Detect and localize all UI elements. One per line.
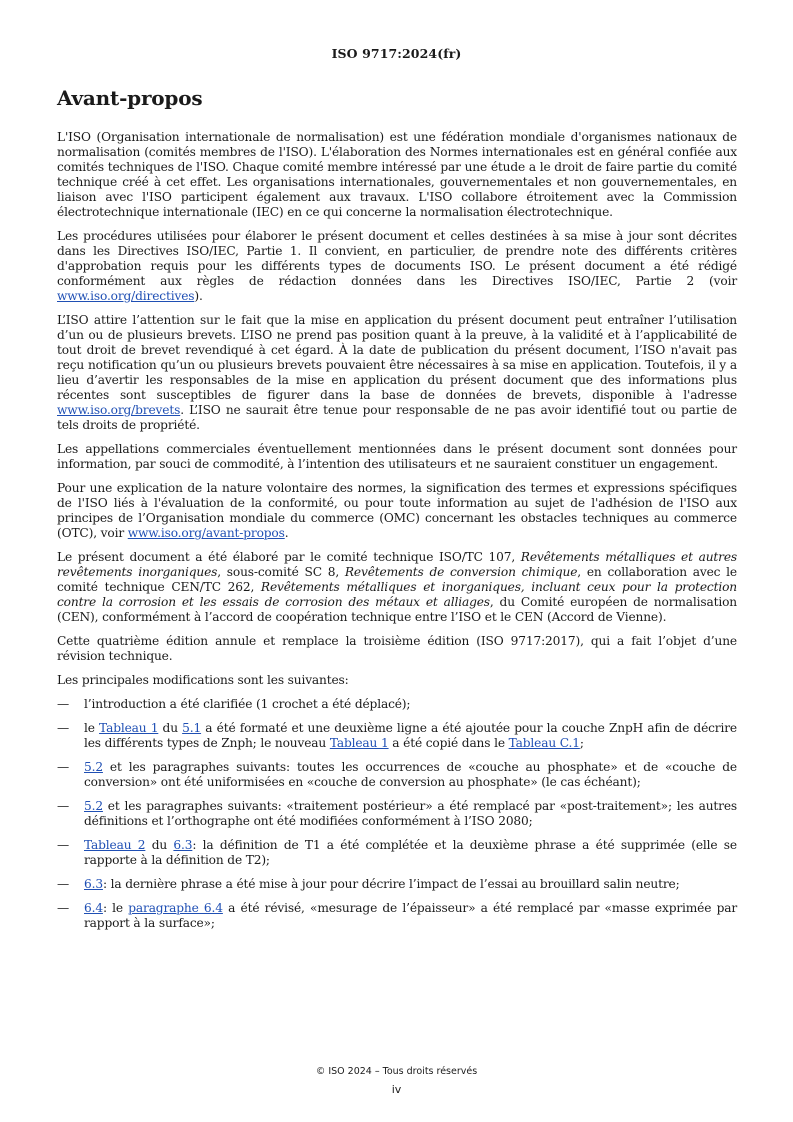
- link-tableau-c1[interactable]: Tableau C.1: [508, 736, 580, 750]
- link-clause-5-1[interactable]: 5.1: [182, 721, 202, 735]
- document-header: ISO 9717:2024(fr): [331, 46, 462, 61]
- list-item: — 6.3: la dernière phrase a été mise à jour pour décrire l’impact de l’essai au brouillard salin neutre;: [57, 877, 680, 891]
- list-item: — 5.2 et les paragraphes suivants: toutes les occurrences de «couche au phosphate» et de «couche de conversion» ont été uniformisées en «couche de conversion au phosphate» (le cas échéant);: [57, 760, 737, 789]
- dash-bullet: —: [57, 721, 70, 735]
- dash-bullet: —: [57, 838, 70, 852]
- page-content: [57, 86, 737, 940]
- dash-bullet: —: [57, 901, 70, 915]
- paragraph-procedures: Les procédures utilisées pour élaborer le présent document et celles destinées à sa mise à jour sont décrites dans les Directives ISO/IEC, Partie 1. Il convient, en particulier, de prendre note des différents critères d'approbation requis pour les différents types de documents ISO. Le présent document a été rédigé conformément aux règles de rédaction données dans les Directives ISO/IEC, Partie 2 (voir www.iso.org/directives).: [57, 229, 737, 303]
- link-clause-5-2[interactable]: 5.2: [84, 760, 103, 774]
- list-item: — Tableau 2 du 6.3: la définition de T1 a été complétée et la deuxième phrase a été supprimée (elle se rapporte à la définition de T2);: [57, 838, 737, 867]
- dash-bullet: —: [57, 877, 70, 891]
- dash-bullet: —: [57, 697, 70, 711]
- changes-list: [57, 697, 737, 931]
- paragraph-committee: Le présent document a été élaboré par le comité technique ISO/TC 107, Revêtements métalliques et autres revêtements inorganiques, sous-comité SC 8, Revêtements de conversion chimique, en collaboration avec le comité technique CEN/TC 262, Revêtements métalliques et inorganiques, incluant ceux pour la protection contre la corrosion et les essais de corrosion des métaux et alliages, du Comité européen de normalisation (CEN), conformément à l’accord de coopération technique entre l’ISO et le CEN (Accord de Vienne).: [57, 550, 737, 624]
- link-tableau-2[interactable]: Tableau 2: [84, 838, 146, 852]
- paragraph-trade-names: Les appellations commerciales éventuellement mentionnées dans le présent document sont données pour information, par souci de commodité, à l’intention des utilisateurs et ne sauraient constituer un engagement.: [57, 442, 737, 471]
- dash-bullet: —: [57, 760, 70, 774]
- copyright-notice: © ISO 2024 – Tous droits réservés: [315, 1066, 478, 1077]
- link-foreword[interactable]: www.iso.org/avant-propos: [127, 526, 285, 540]
- link-tableau-1-new[interactable]: Tableau 1: [329, 736, 389, 750]
- list-item: — l’introduction a été clarifiée (1 crochet a été déplacé);: [57, 697, 411, 711]
- paragraph-voluntary-nature: Pour une explication de la nature volontaire des normes, la signification des termes et expressions spécifiques de l'ISO liés à l'évaluation de la conformité, ou pour toute information au sujet de l'adhésion de l'ISO aux principes de l’Organisation mondiale du commerce (OMC) concernant les obstacles techniques au commerce (OTC), voir www.iso.org/avant-propos.: [57, 481, 737, 540]
- list-item: — 5.2 et les paragraphes suivants: «traitement postérieur» a été remplacé par «post-traitement»; les autres définitions et l’orthographe ont été modifiées conformément à l’ISO 2080;: [57, 799, 737, 828]
- link-paragraphe-6-4[interactable]: paragraphe 6.4: [128, 901, 223, 915]
- dash-bullet: —: [57, 799, 70, 813]
- page-number: iv: [391, 1083, 402, 1096]
- link-patents[interactable]: www.iso.org/brevets: [57, 403, 181, 417]
- link-clause-6-3-b[interactable]: 6.3: [84, 877, 103, 891]
- list-item: — 6.4: le paragraphe 6.4 a été révisé, «mesurage de l’épaisseur» a été remplacé par «masse exprimée par rapport à la surface»;: [57, 901, 738, 930]
- list-item: — le Tableau 1 du 5.1 a été formaté et une deuxième ligne a été ajoutée pour la couche ZnpH afin de décrire les différents types de Znph; le nouveau Tableau 1 a été copié dans le Tableau C.1;: [57, 721, 737, 750]
- paragraph-patents: L’ISO attire l’attention sur le fait que la mise en application du présent document peut entraîner l’utilisation d’un ou de plusieurs brevets. L’ISO ne prend pas position quant à la preuve, à la validité et à l’applicabilité de tout droit de brevet revendiqué à cet égard. À la date de publication du présent document, l’ISO n'avait pas reçu notification qu’un ou plusieurs brevets pouvaient être nécessaires à sa mise en application. Toutefois, il y a lieu d’avertir les responsables de la mise en application du présent document que des informations plus récentes sont susceptibles de figurer dans la base de données de brevets, disponible à l'adresse www.iso.org/brevets. L’ISO ne saurait être tenue pour responsable de ne pas avoir identifié tout ou partie de tels droits de propriété.: [57, 313, 737, 432]
- paragraph-changes-intro: Les principales modifications sont les suivantes:: [57, 673, 349, 687]
- link-clause-6-4[interactable]: 6.4: [84, 901, 103, 915]
- link-tableau-1[interactable]: Tableau 1: [99, 721, 159, 735]
- paragraph-edition: Cette quatrième édition annule et remplace la troisième édition (ISO 9717:2017), qui a fait l’objet d’une révision technique.: [57, 634, 737, 663]
- link-clause-5-2-b[interactable]: 5.2: [84, 799, 103, 813]
- link-directives[interactable]: www.iso.org/directives: [57, 289, 195, 303]
- paragraph-iso-intro: L'ISO (Organisation internationale de normalisation) est une fédération mondiale d'organismes nationaux de normalisation (comités membres de l'ISO). L'élaboration des Normes internationales est en général confiée aux comités techniques de l'ISO. Chaque comité membre intéressé par une étude a le droit de faire partie du comité technique créé à cet effet. Les organisations internationales, gouvernementales et non gouvernementales, en liaison avec l'ISO participent également aux travaux. L'ISO collabore étroitement avec la Commission électrotechnique internationale (IEC) en ce qui concerne la normalisation électrotechnique.: [57, 130, 737, 219]
- link-clause-6-3[interactable]: 6.3: [173, 838, 193, 852]
- page-title: Avant-propos: [57, 86, 203, 110]
